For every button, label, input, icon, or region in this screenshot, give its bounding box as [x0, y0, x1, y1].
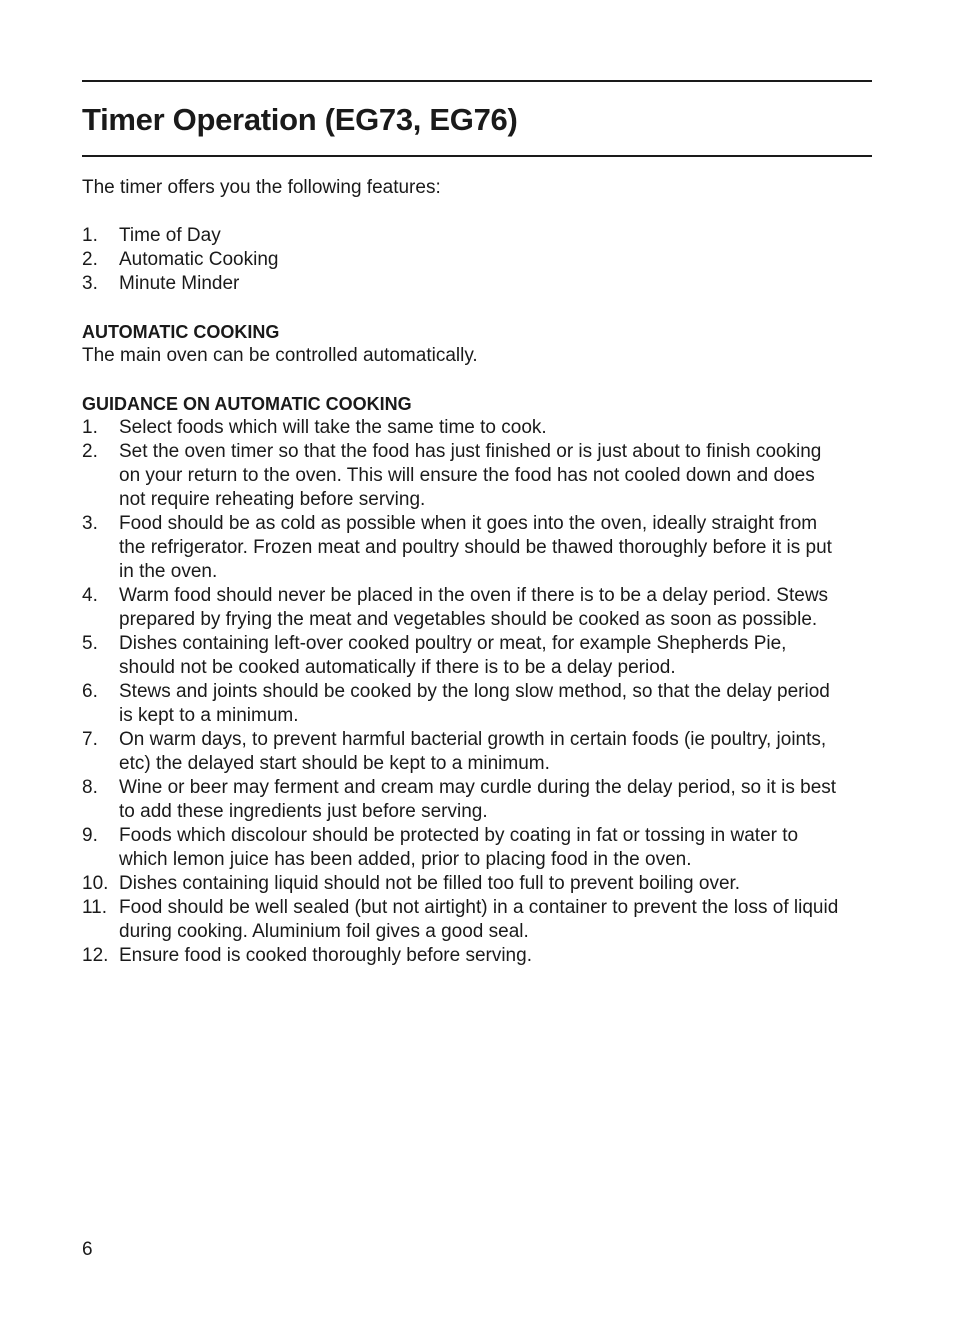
list-text: Food should be well sealed (but not airtight) in a container to prevent the loss of liquid during cooking. Aluminium foil gives a good seal.	[119, 897, 839, 942]
list-text: Minute Minder	[119, 273, 240, 294]
guidance-item	[82, 896, 842, 944]
feature-item	[82, 224, 842, 248]
list-number: 2.	[82, 249, 98, 270]
list-number: 9.	[82, 825, 98, 846]
list-text: Time of Day	[119, 225, 221, 246]
list-text: Dishes containing left-over cooked poultry or meat, for example Shepherds Pie, should not be cooked automatically if there is to be a delay period.	[119, 633, 787, 678]
list-text: Dishes containing liquid should not be filled too full to prevent boiling over.	[119, 873, 741, 894]
list-text: Stews and joints should be cooked by the long slow method, so that the delay period is kept to a minimum.	[119, 681, 830, 726]
guidance-item	[82, 416, 842, 440]
guidance-item	[82, 872, 842, 896]
automatic-cooking-text: The main oven can be controlled automatically.	[82, 345, 478, 366]
guidance-item	[82, 632, 842, 680]
guidance-list	[82, 416, 842, 968]
guidance-item	[82, 680, 842, 728]
spacer	[82, 200, 842, 224]
spacer	[82, 368, 842, 392]
list-text: Warm food should never be placed in the oven if there is to be a delay period. Stews prepared by frying the meat and vegetables should be cooked as soon as possible.	[119, 585, 829, 630]
list-text: Ensure food is cooked thoroughly before serving.	[119, 945, 532, 966]
page-content	[82, 176, 842, 968]
automatic-cooking-heading: AUTOMATIC COOKING	[82, 322, 280, 342]
list-text: Select foods which will take the same time to cook.	[119, 417, 547, 438]
spacer	[82, 296, 842, 320]
list-number: 10.	[82, 873, 109, 894]
intro-text: The timer offers you the following features:	[82, 177, 441, 198]
list-number: 12.	[82, 945, 109, 966]
page-number: 6	[82, 1239, 93, 1260]
title-top-rule	[82, 80, 872, 82]
title-bottom-rule	[82, 155, 872, 157]
page-title: Timer Operation (EG73, EG76)	[82, 102, 518, 137]
list-number: 7.	[82, 729, 98, 750]
list-text: Automatic Cooking	[119, 249, 279, 270]
list-number: 4.	[82, 585, 98, 606]
feature-item	[82, 248, 842, 272]
list-number: 3.	[82, 513, 98, 534]
list-number: 1.	[82, 417, 98, 438]
list-text: Foods which discolour should be protected by coating in fat or tossing in water to which lemon juice has been added, prior to placing food in the oven.	[119, 825, 799, 870]
guidance-item	[82, 512, 842, 584]
features-list	[82, 224, 842, 296]
list-text: On warm days, to prevent harmful bacterial growth in certain foods (ie poultry, joints, etc) the delayed start should be kept to a minimum.	[119, 729, 827, 774]
guidance-item	[82, 440, 842, 512]
guidance-heading: GUIDANCE ON AUTOMATIC COOKING	[82, 394, 412, 414]
guidance-item	[82, 584, 842, 632]
list-number: 2.	[82, 441, 98, 462]
guidance-item	[82, 824, 842, 872]
guidance-item	[82, 776, 842, 824]
list-number: 3.	[82, 273, 98, 294]
list-number: 8.	[82, 777, 98, 798]
list-text: Wine or beer may ferment and cream may curdle during the delay period, so it is best to add these ingredients just before serving.	[119, 777, 837, 822]
feature-item	[82, 272, 842, 296]
list-number: 1.	[82, 225, 98, 246]
guidance-item	[82, 944, 842, 968]
list-number: 11.	[82, 897, 108, 918]
list-number: 6.	[82, 681, 98, 702]
list-text: Food should be as cold as possible when it goes into the oven, ideally straight from the refrigerator. Frozen meat and poultry should be thawed thoroughly before it is put in the oven.	[119, 513, 832, 582]
guidance-item	[82, 728, 842, 776]
list-number: 5.	[82, 633, 98, 654]
list-text: Set the oven timer so that the food has just finished or is just about to finish cooking on your return to the oven. This will ensure the food has not cooled down and does not require reheating before serving.	[119, 441, 822, 510]
